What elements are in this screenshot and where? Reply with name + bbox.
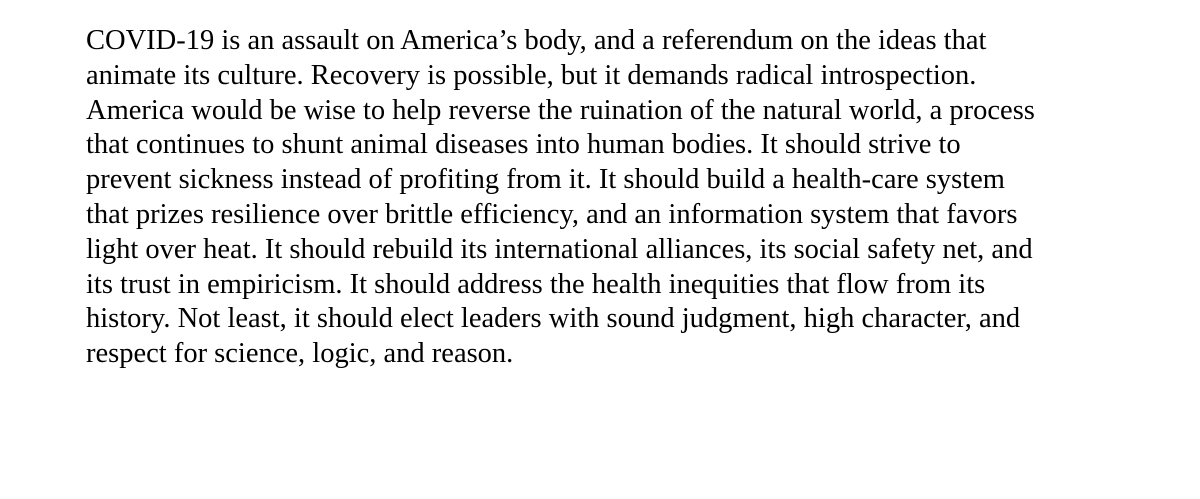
- paragraph-line: prevent sickness instead of profiting from it. It should build a health-care system: [86, 164, 1005, 196]
- paragraph-line: COVID-19 is an assault on America’s body, and a referendum on the ideas that: [86, 25, 987, 56]
- paragraph-line: that continues to shunt animal diseases into human bodies. It should strive to: [86, 129, 961, 161]
- article-paragraph: [86, 24, 1166, 372]
- paragraph-line: respect for science, logic, and reason.: [86, 338, 514, 370]
- paragraph-line: animate its culture. Recovery is possible, but it demands radical introspection.: [86, 59, 977, 91]
- paragraph-line: its trust in empiricism. It should address the health inequities that flow from its: [86, 268, 986, 300]
- paragraph-line: that prizes resilience over brittle efficiency, and an information system that favors: [86, 198, 1018, 230]
- paragraph-line: history. Not least, it should elect leaders with sound judgment, high character, and: [86, 303, 1021, 335]
- paragraph-line: America would be wise to help reverse the ruination of the natural world, a process: [86, 94, 1035, 126]
- paragraph-line: light over heat. It should rebuild its international alliances, its social safety net, and: [86, 233, 1033, 265]
